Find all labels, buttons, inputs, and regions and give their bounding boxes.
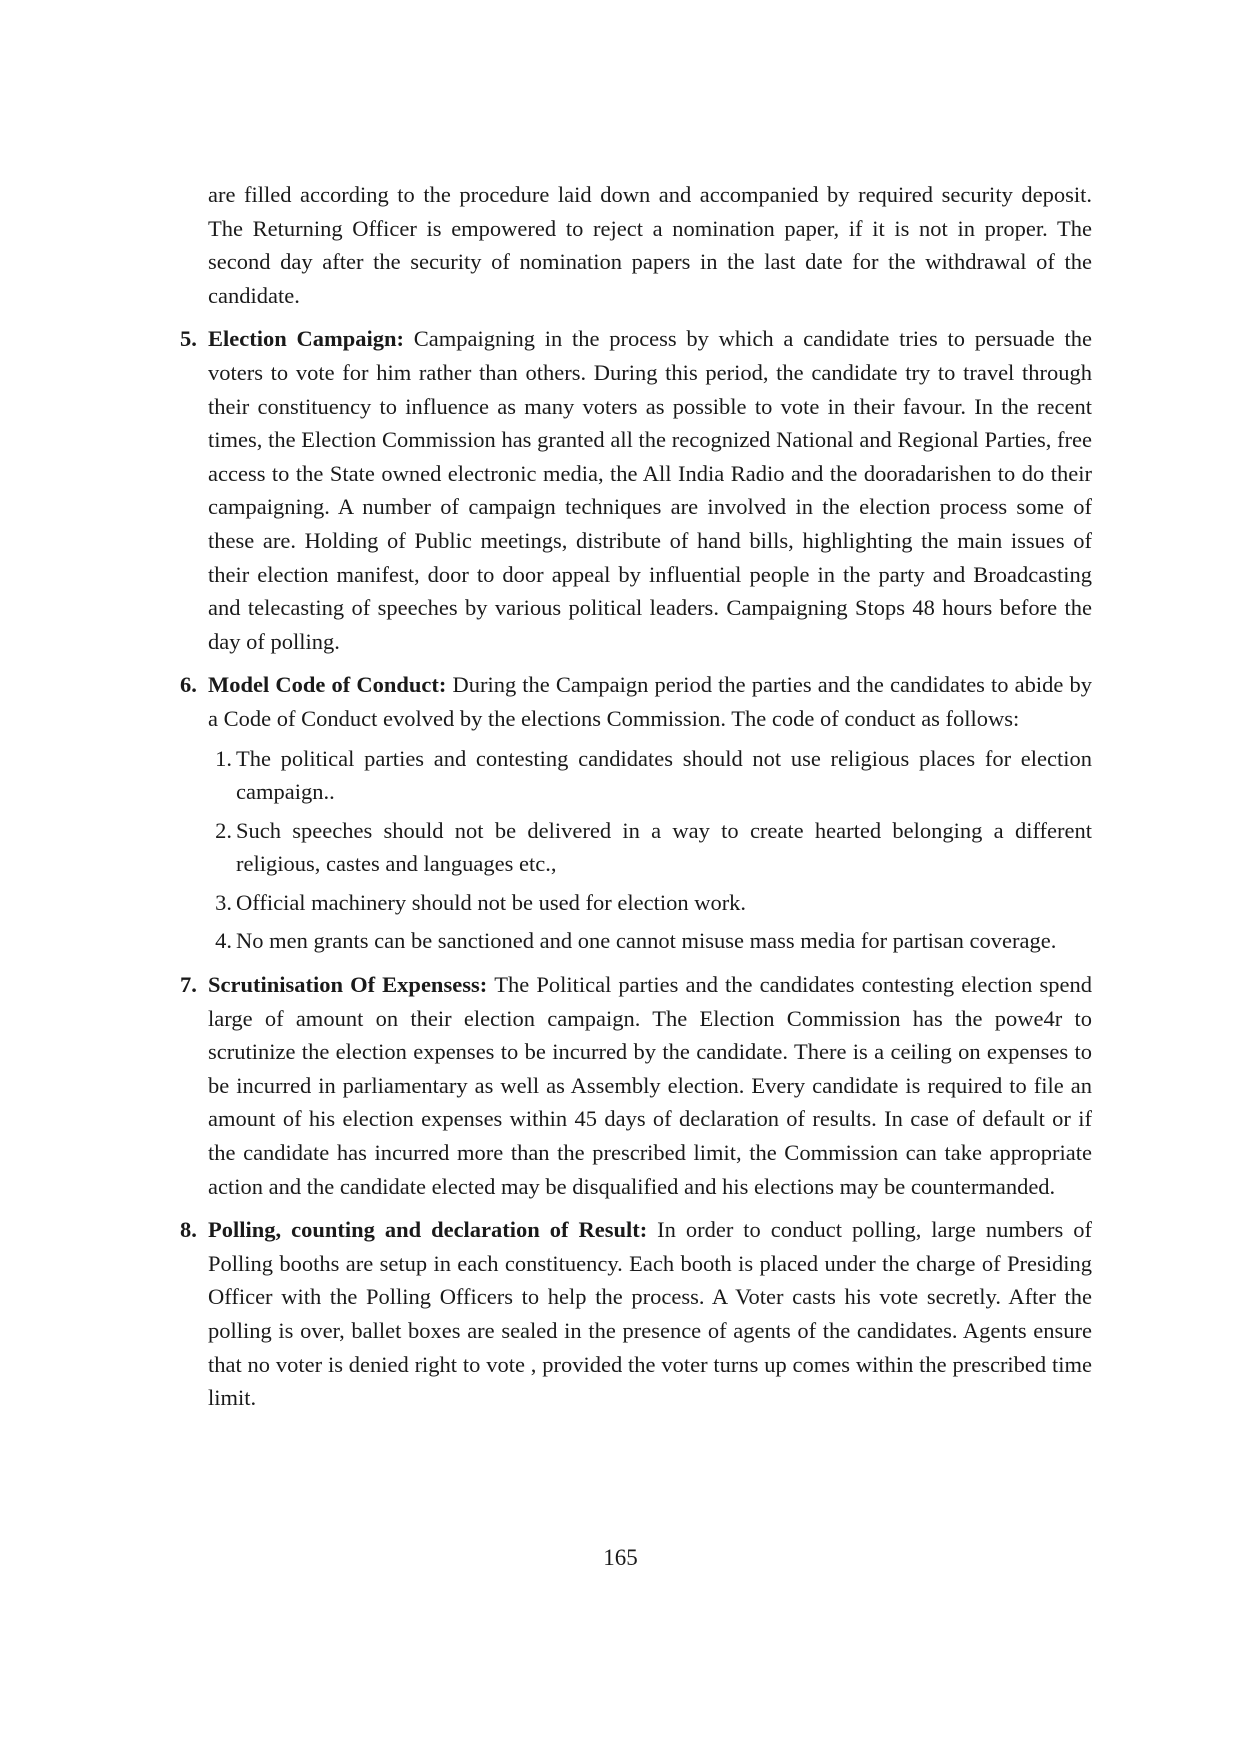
section-heading: Polling, counting and declaration of Result: <box>208 1217 658 1243</box>
section-number: 5. <box>180 326 197 352</box>
section-model-code-of-conduct <box>180 668 1092 958</box>
list-item-text: Official machinery should not be used for election work. <box>236 889 747 915</box>
section-heading: Election Campaign: <box>208 326 414 352</box>
list-item <box>208 742 1092 809</box>
section-number: 8. <box>180 1217 197 1243</box>
section-heading: Model Code of Conduct: <box>208 672 453 698</box>
list-item <box>208 886 1092 920</box>
section-body: In order to conduct polling, large numbers of Polling booths are setup in each constituency. Each booth is placed under the charge of Presiding Officer with the Polling Officers to help the process. A Voter casts his vote secretly. After the polling is over, ballet boxes are sealed in the presence of agents of the candidates. Agents ensure that no voter is denied right to vote , provided the voter turns up comes within the prescribed time limit. <box>208 1217 1093 1411</box>
list-item-number: 2. <box>215 817 232 843</box>
section-scrutinisation-of-expenses <box>180 968 1092 1203</box>
list-item-text: The political parties and contesting candidates should not use religious places for election campaign.. <box>236 745 1092 805</box>
section-heading: Scrutinisation Of Expensess: <box>208 972 495 998</box>
list-item-number: 1. <box>215 745 232 771</box>
page-number: 165 <box>603 1545 638 1570</box>
section-body: Campaigning in the process by which a candidate tries to persuade the voters to vote for him rather than others. During this period, the candidate try to travel through their constituency to influence as many voters as possible to vote in their favour. In the recent times, the Election Commission has granted all the recognized National and Regional Parties, free access to the State owned electronic media, the All India Radio and the dooradarishen to do their campaigning. A number of campaign techniques are involved in the election process some of these are. Holding of Public meetings, distribute of hand bills, highlighting the main issues of their election manifest, door to door appeal by influential people in the party and Broadcasting and telecasting of speeches by various political leaders. Campaigning Stops 48 hours before the day of polling. <box>208 326 1092 654</box>
list-item <box>208 924 1092 958</box>
section-election-campaign <box>180 322 1092 658</box>
list-item-number: 3. <box>215 889 232 915</box>
section-body: During the Campaign period the parties and the candidates to abide by a Code of Conduct evolved by the elections Commission. The code of conduct as follows: <box>208 672 1093 731</box>
intro-paragraph: are filled according to the procedure laid down and accompanied by required security deposit. The Returning Officer is empowered to reject a nomination paper, if it is not in proper. The second day after the security of nomination papers in the last date for the withdrawal of the candidate. <box>208 182 1092 308</box>
section-number: 6. <box>180 672 197 698</box>
list-item-number: 4. <box>215 928 232 954</box>
section-body: The Political parties and the candidates contesting election spend large of amount on their election campaign. The Election Commission has the powe4r to scrutinize the election expenses to be incurred by the candidate. There is a ceiling on expenses to be incurred in parliamentary as well as Assembly election. Every candidate is required to file an amount of his election expenses within 45 days of declaration of results. In case of default or if the candidate has incurred more than the prescribed limit, the Commission can take appropriate action and the candidate elected may be disqualified and his elections may be countermanded. <box>208 972 1092 1199</box>
list-item <box>208 814 1092 881</box>
code-of-conduct-list <box>208 742 1092 959</box>
section-polling-counting-result <box>180 1213 1092 1415</box>
section-number: 7. <box>180 972 197 998</box>
list-item-text: Such speeches should not be delivered in a way to create hearted belonging a different religious, castes and languages etc., <box>236 817 1092 877</box>
list-item-text: No men grants can be sanctioned and one cannot misuse mass media for partisan coverage. <box>236 928 1057 954</box>
page-body <box>180 178 1093 1415</box>
